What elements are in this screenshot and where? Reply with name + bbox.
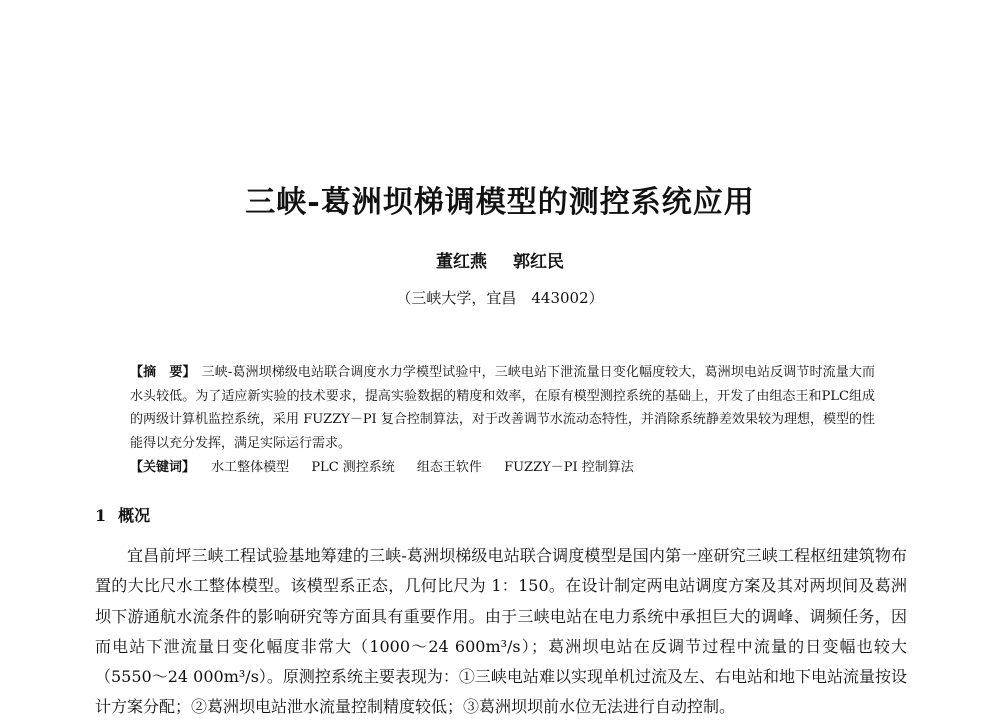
keywords-label: 【关键词】 <box>130 460 196 475</box>
keyword: 组态王软件 <box>416 460 482 475</box>
section-heading <box>95 504 150 528</box>
keyword: PLC 测控系统 <box>311 460 395 475</box>
author-name: 郭红民 <box>513 252 564 272</box>
affiliation: （三峡大学，宜昌 443002） <box>396 289 604 307</box>
body-paragraph: 宜昌前坪三峡工程试验基地筹建的三峡-葛洲坝梯级电站联合调度模型是国内第一座研究三峡工程枢纽建筑物布置的大比尺水工整体模型。该模型系正态，几何比尺为 1：150。在设计制定两电站调度方案及其对两坝间及葛洲坝下游通航水流条件的影响研究等方面具有重要作用。由于三峡电站在电力系统中承担巨大的调峰、调频任务，因而电站下泄流量日变化幅度非常大（1000～24 600m³/s）；葛洲坝电站在反调节过程中流量的日变幅也较大（5550～24 000m³/s）。原测控系统主要表现为：①三峡电站难以实现单机过流及左、右电站和地下电站流量按设计方案分配；②葛洲坝电站泄水流量控制精度较低；③葛洲坝坝前水位无法进行自动控制。 <box>95 546 907 717</box>
paper-title: 三峡-葛洲坝梯调模型的测控系统应用 <box>245 185 755 220</box>
abstract-text: 三峡-葛洲坝梯级电站联合调度水力学模型试验中，三峡电站下泄流量日变化幅度较大，葛洲坝电站反调节时流量大而水头较低。为了适应新实验的技术要求，提高实验数据的精度和效率，在原有模型测控系统的基础上，开发了由组态王和PLC组成的两级计算机监控系统，采用 FUZZY－PI 复合控制算法，对于改善调节水流动态特性，并消除系统静差效果较为理想，模型的性能得以充分发挥，满足实际运行需求。 <box>130 365 875 451</box>
keyword: FUZZY－PI 控制算法 <box>504 460 634 475</box>
keyword: 水工整体模型 <box>211 460 290 475</box>
section-number: 1 <box>95 506 107 525</box>
author-name: 董红燕 <box>436 252 487 272</box>
section-title: 概况 <box>118 506 151 525</box>
author-list <box>0 250 1000 274</box>
keywords-block <box>130 457 875 479</box>
abstract-label: 【摘 要】 <box>130 365 196 380</box>
abstract-block <box>130 361 875 455</box>
